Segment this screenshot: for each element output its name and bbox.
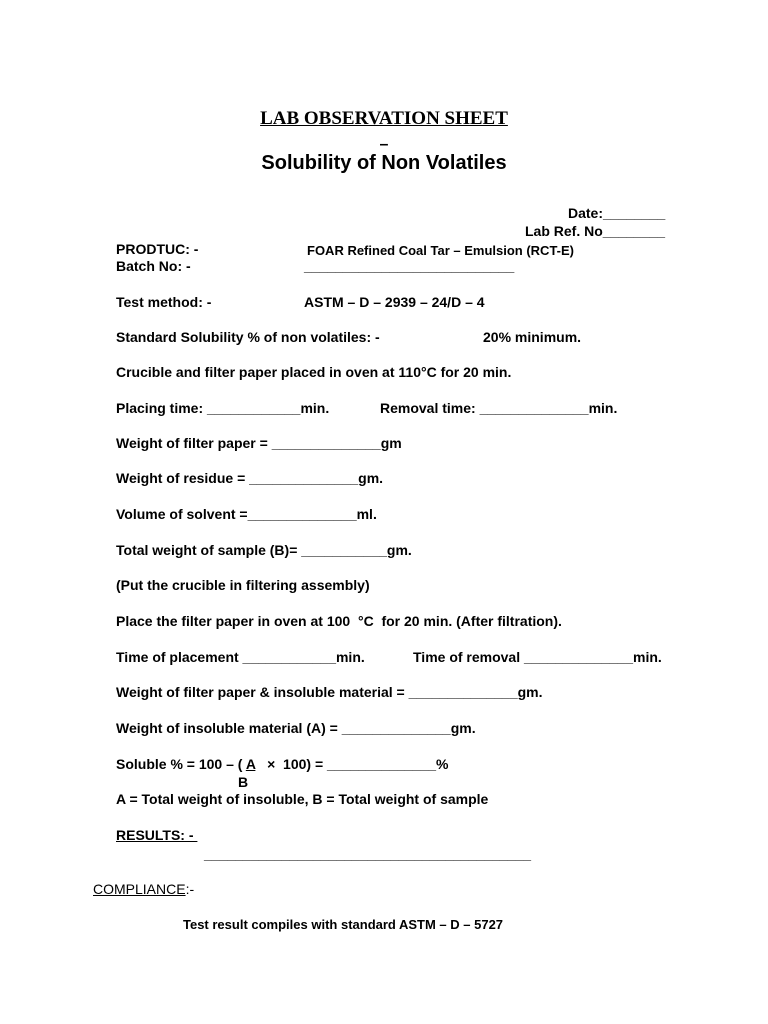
formula-numerator: A xyxy=(245,756,256,772)
compliance-text: Test result compiles with standard ASTM – D – 5727 xyxy=(183,917,504,932)
product-value: FOAR Refined Coal Tar – Emulsion (RCT-E) xyxy=(307,243,575,258)
document-subtitle: Solubility of Non Volatiles xyxy=(261,152,507,174)
soluble-formula xyxy=(116,756,448,773)
title-dash: – xyxy=(379,136,389,153)
crucible-instruction: (Put the crucible in filtering assembly) xyxy=(116,577,370,593)
crucible-line: Crucible and filter paper placed in oven at 110°C for 20 min. xyxy=(116,364,512,380)
results-label: RESULTS: - xyxy=(116,827,198,843)
product-label: PRODTUC: - xyxy=(116,241,199,257)
compliance-label: COMPLIANCE xyxy=(93,881,186,897)
residue-weight-field: Weight of residue = ______________gm. xyxy=(116,470,384,486)
standard-value: 20% minimum. xyxy=(483,329,582,345)
compliance-suffix: :- xyxy=(185,881,195,897)
sample-weight-field: Total weight of sample (B)= ___________gm. xyxy=(116,542,412,558)
test-method-label: Test method: - xyxy=(116,294,212,310)
batch-label: Batch No: - xyxy=(116,258,191,274)
date-field: Date:________ xyxy=(568,205,666,221)
lab-ref-field: Lab Ref. No________ xyxy=(525,223,666,239)
insoluble-weight-field: Weight of insoluble material (A) = ______________gm. xyxy=(116,720,476,736)
filter-weight-field: Weight of filter paper = ______________gm xyxy=(116,435,402,451)
filter-insoluble-field: Weight of filter paper & insoluble material = ______________gm. xyxy=(116,684,543,700)
standard-label: Standard Solubility % of non volatiles: - xyxy=(116,329,380,345)
solvent-volume-field: Volume of solvent =______________ml. xyxy=(116,506,377,522)
time-removal-field: Time of removal ______________min. xyxy=(413,649,662,665)
test-method-value: ASTM – D – 2939 – 24/D – 4 xyxy=(304,294,485,310)
placing-time-field: Placing time: ____________min. xyxy=(116,400,330,416)
soluble-formula-prefix: Soluble % = 100 – ( xyxy=(116,756,246,772)
filter-oven-instruction: Place the filter paper in oven at 100 °C for 20 min. (After filtration). xyxy=(116,613,562,629)
formula-denominator: B xyxy=(238,774,249,790)
time-placement-field: Time of placement ____________min. xyxy=(116,649,365,665)
compliance-heading xyxy=(93,881,194,898)
document-title: LAB OBSERVATION SHEET xyxy=(260,108,508,129)
batch-value: ___________________________ xyxy=(304,258,515,274)
removal-time-field: Removal time: ______________min. xyxy=(380,400,618,416)
formula-definition: A = Total weight of insoluble, B = Total weight of sample xyxy=(116,791,489,807)
soluble-formula-suffix: × 100) = ______________% xyxy=(255,756,449,772)
results-line: __________________________________________ xyxy=(204,846,532,862)
